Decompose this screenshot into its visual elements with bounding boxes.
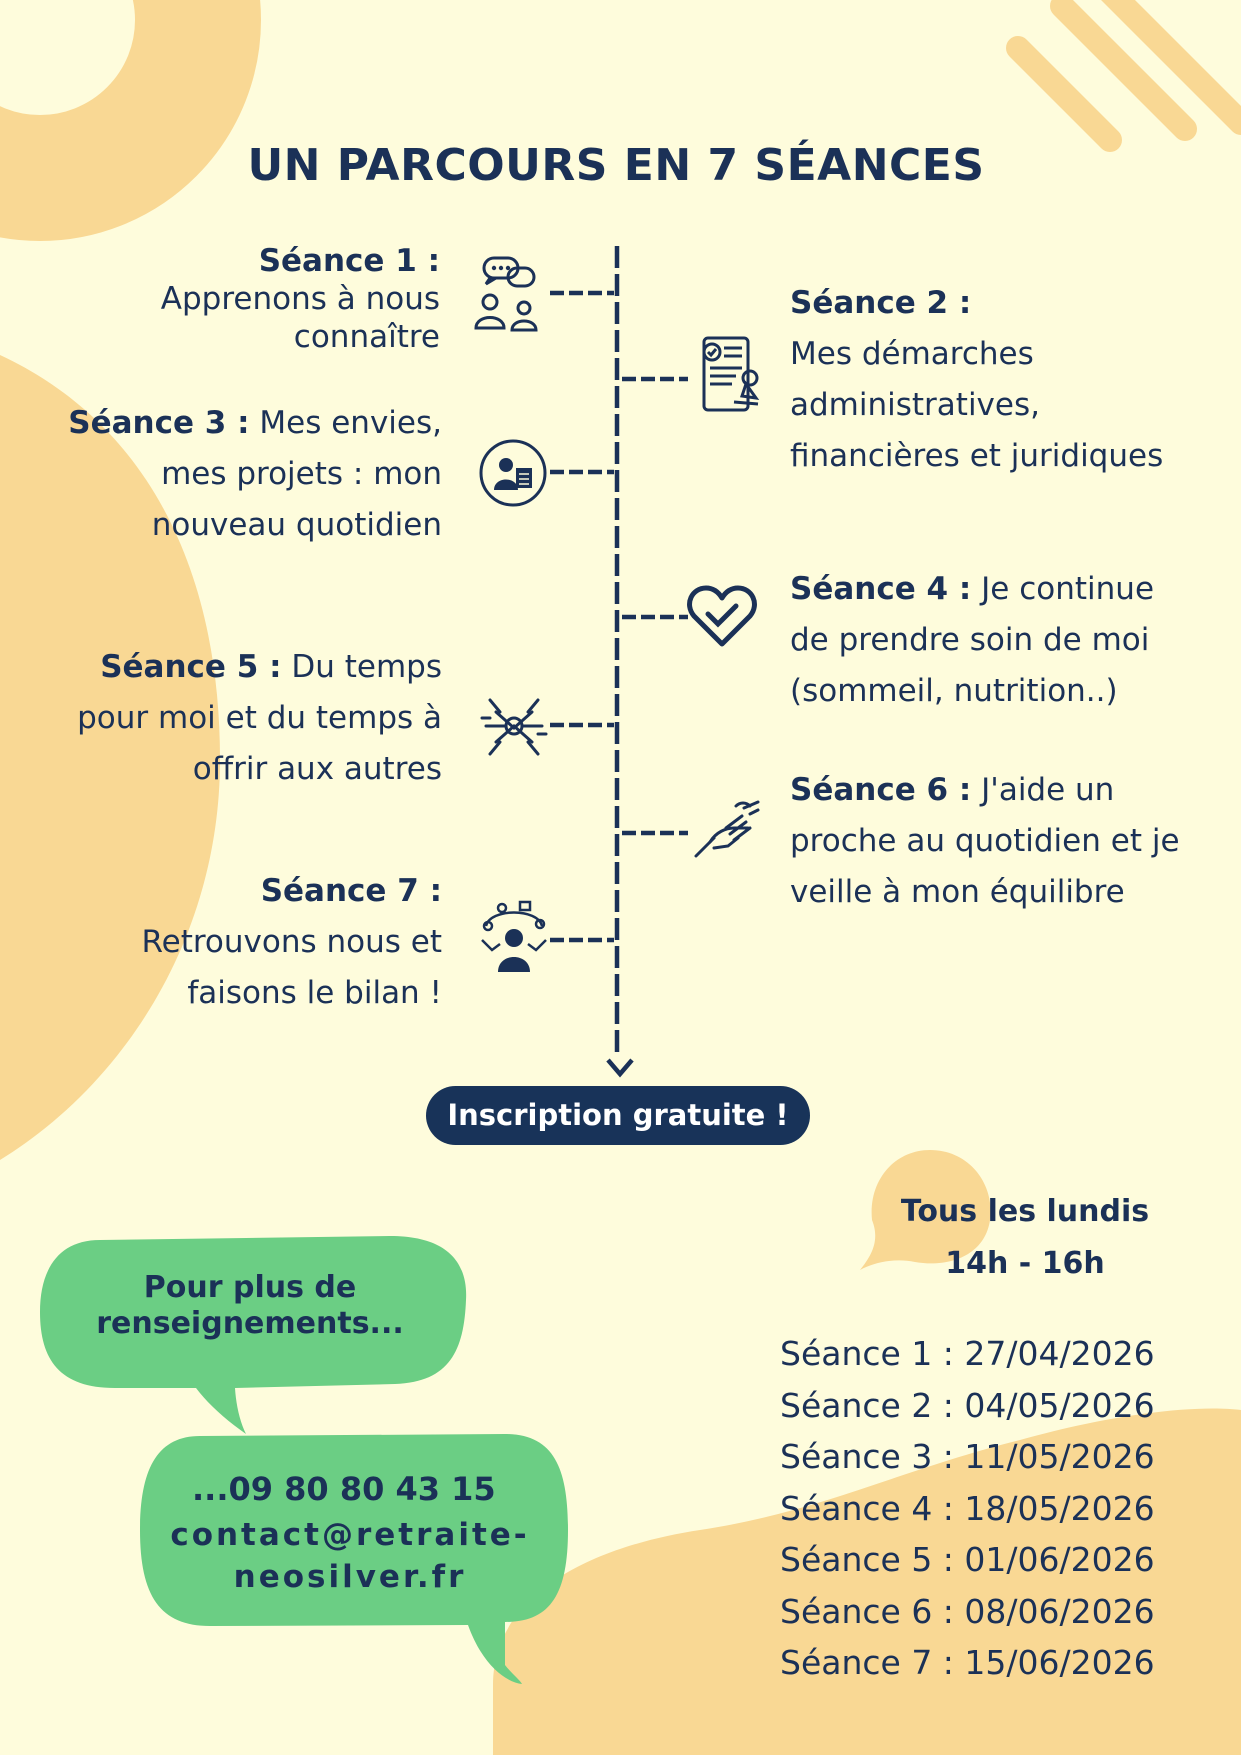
seance-5 [60,642,442,795]
helping-hand-icon [692,798,762,862]
schedule-day: Tous les lundis [900,1194,1150,1229]
info-line-1: Pour plus de [143,1270,357,1305]
document-icon [696,334,764,414]
page-title: UN PARCOURS EN 7 SÉANCES [247,140,985,191]
schedule-time: 14h - 16h [945,1246,1105,1281]
seance-3 [60,398,442,551]
free-registration-badge: Inscription gratuite ! [426,1086,810,1145]
seance-1-text: Apprenons à nous connaître [160,281,440,355]
community-hands-icon [476,688,552,764]
discussion-icon [468,254,548,334]
schedule-date-item: Séance 7 : 15/06/2026 [780,1643,1155,1682]
schedule-date-item: Séance 5 : 01/06/2026 [780,1540,1155,1579]
seance-2-label: Séance 2 : [790,285,972,321]
seance-2-text: Mes démarches administratives, financières et juridiques [790,336,1164,474]
seance-4-label: Séance 4 : [790,571,972,607]
schedule-dates [780,1328,1155,1689]
schedule-date-item: Séance 3 : 11/05/2026 [780,1437,1155,1476]
schedule-header [870,1186,1180,1290]
seance-4-text: Je continue de prendre soin de moi (sommeil, nutrition..) [790,571,1155,709]
schedule-date-item: Séance 1 : 27/04/2026 [780,1334,1155,1373]
seance-7 [100,866,442,1019]
schedule-date-item: Séance 6 : 08/06/2026 [780,1591,1155,1631]
seance-7-label: Séance 7 : [260,873,442,909]
seance-6-text: J'aide un proche au quotidien et je veille à mon équilibre [790,772,1180,910]
contact-email-line-1: contact@retraite- [170,1517,530,1553]
top-right-stripes [1018,0,1241,140]
seance-5-label: Séance 5 : [100,649,282,685]
schedule-date-item: Séance 2 : 04/05/2026 [780,1385,1155,1425]
seance-1 [100,242,440,356]
juggling-person-icon [476,898,552,974]
heart-check-icon [686,584,758,650]
info-line-2: renseignements... [96,1306,404,1341]
seance-1-label: Séance 1 : [258,243,440,279]
seance-4 [790,564,1190,717]
schedule-date-item: Séance 4 : 18/05/2026 [780,1488,1155,1528]
projects-icon [478,438,548,508]
contact-email-line-2: neosilver.fr [233,1559,467,1595]
seance-6 [790,765,1190,918]
seance-7-text: Retrouvons nous et faisons le bilan ! [141,924,442,1011]
seance-6-label: Séance 6 : [790,772,972,808]
seance-2 [790,278,1190,482]
contact-phone: ...09 80 80 43 15 [192,1470,496,1508]
seance-5-text: Du temps pour moi et du temps à offrir aux autres [77,649,442,787]
timeline-arrow [608,1060,632,1074]
seance-3-text: Mes envies, mes projets : mon nouveau quotidien [151,405,442,543]
contact-email[interactable] [150,1514,550,1598]
info-bubble-text [60,1270,440,1342]
seance-3-label: Séance 3 : [68,405,250,441]
